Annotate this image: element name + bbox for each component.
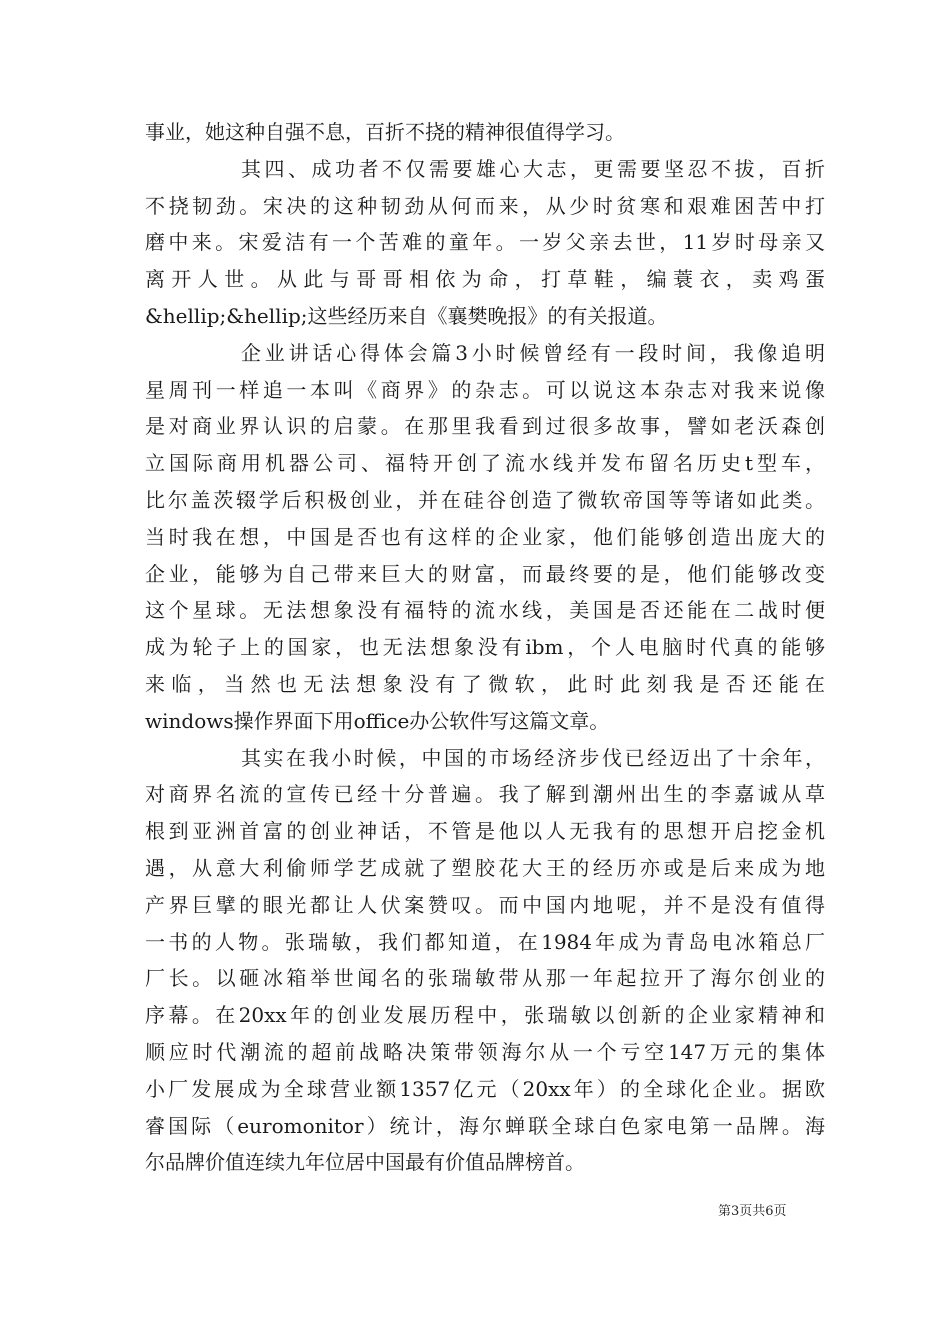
- text-line: 事业，她这种自强不息，百折不挠的精神很值得学习。: [145, 120, 625, 144]
- text-line: 顺应时代潮流的超前战略决策带领海尔从一个亏空147万元的集体: [145, 1039, 825, 1064]
- body-text: [145, 114, 825, 1181]
- text-line: 是对商业界认识的启蒙。在那里我看到过很多故事，譬如老沃森创: [145, 414, 825, 439]
- text-line: 星周刊一样追一本叫《商界》的杂志。可以说这本杂志对我来说像: [145, 377, 825, 402]
- text-line: 这个星球。无法想象没有福特的流水线，美国是否还能在二战时便: [145, 598, 825, 623]
- text-line: 当时我在想，中国是否也有这样的企业家，他们能够创造出庞大的: [145, 524, 825, 549]
- paragraph-start-line: 其实在我小时候，中国的市场经济步伐已经迈出了十余年，: [241, 745, 825, 770]
- page-number-footer: 第3页共6页: [718, 1204, 787, 1219]
- text-line: 成为轮子上的国家，也无法想象没有ibm，个人电脑时代真的能够: [145, 635, 825, 660]
- text-line: 厂长。以砸冰箱举世闻名的张瑞敏带从那一年起拉开了海尔创业的: [145, 966, 825, 991]
- text-line: 离开人世。从此与哥哥相依为命，打草鞋，编蓑衣，卖鸡蛋: [145, 267, 825, 292]
- text-line: 尔品牌价值连续九年位居中国最有价值品牌榜首。: [145, 1150, 585, 1175]
- text-line: 立国际商用机器公司、福特开创了流水线并发布留名历史t型车，: [145, 451, 825, 476]
- text-line: 来临，当然也无法想象没有了微软，此时此刻我是否还能在: [145, 671, 825, 696]
- text-line: &hellip;&hellip;这些经历来自《襄樊晚报》的有关报道。: [145, 303, 668, 328]
- text-line: 产界巨擘的眼光都让人伏案赞叹。而中国内地呢，并不是没有值得: [145, 892, 825, 917]
- text-line: 遇，从意大利偷师学艺成就了塑胶花大王的经历亦或是后来成为地: [145, 855, 825, 880]
- text-line: 磨中来。宋爱洁有一个苦难的童年。一岁父亲去世，11岁时母亲又: [145, 230, 825, 255]
- paragraph-start-line: 企业讲话心得体会篇3小时候曾经有一段时间，我像追明: [241, 340, 825, 365]
- text-line: 比尔盖茨辍学后积极创业，并在硅谷创造了微软帝国等等诸如此类。: [145, 487, 825, 512]
- text-line: 根到亚洲首富的创业神话，不管是他以人无我有的思想开启挖金机: [145, 819, 825, 844]
- text-line: 睿国际（euromonitor）统计，海尔蝉联全球白色家电第一品牌。海: [145, 1113, 825, 1138]
- paragraph-start-line: 其四、成功者不仅需要雄心大志，更需要坚忍不拔，百折: [241, 156, 825, 181]
- text-line: 不挠韧劲。宋决的这种韧劲从何而来，从少时贫寒和艰难困苦中打: [145, 193, 825, 218]
- text-line: 小厂发展成为全球营业额1357亿元（20xx年）的全球化企业。据欧: [145, 1076, 825, 1101]
- text-line: 序幕。在20xx年的创业发展历程中，张瑞敏以创新的企业家精神和: [145, 1003, 825, 1028]
- text-line: 对商界名流的宣传已经十分普遍。我了解到潮州出生的李嘉诚从草: [145, 782, 825, 807]
- text-line: 一书的人物。张瑞敏，我们都知道，在1984年成为青岛电冰箱总厂: [145, 929, 825, 954]
- text-line: 企业，能够为自己带来巨大的财富，而最终要的是，他们能够改变: [145, 561, 825, 586]
- text-line: windows操作界面下用office办公软件写这篇文章。: [145, 708, 610, 733]
